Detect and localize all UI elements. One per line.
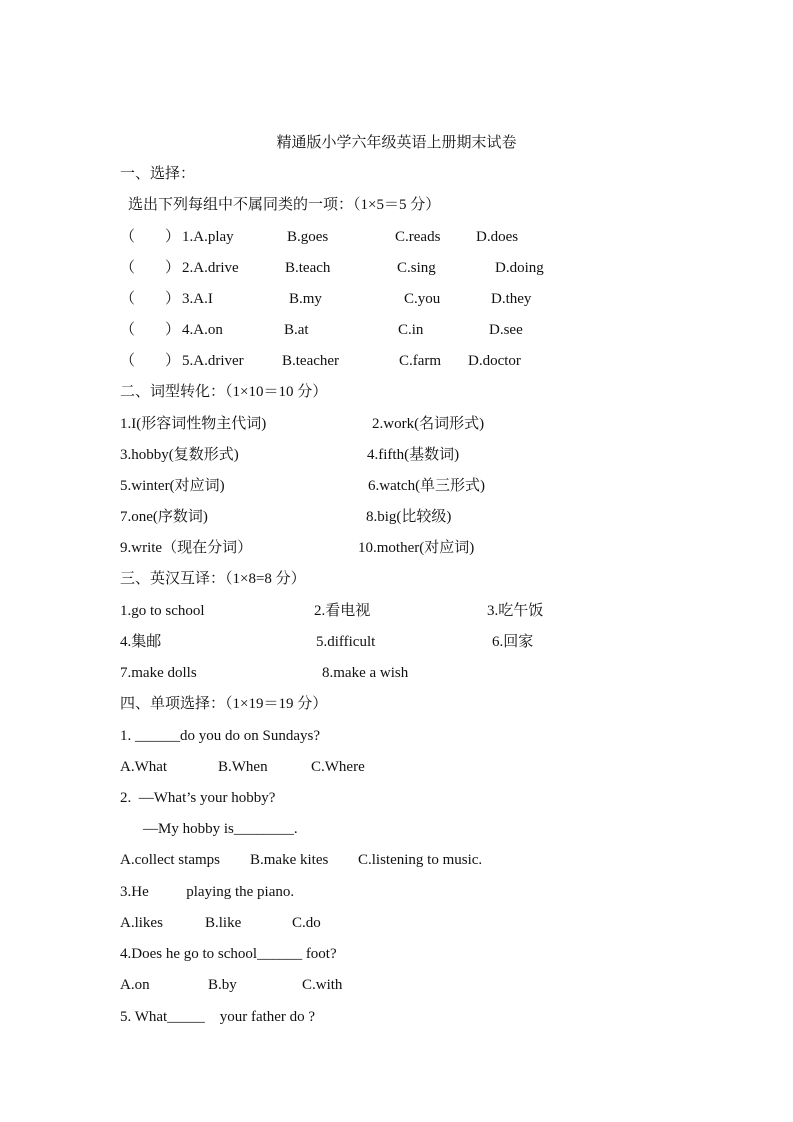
question-option: C.with [302,977,343,993]
option-c: C.you [404,291,441,307]
option-c: C.sing [397,260,436,276]
section1-heading: 一、选择： [120,166,196,182]
question-option: B.When [218,759,268,775]
option-c: C.reads [395,229,441,245]
conversion-item: 5.winter(对应词) [120,478,225,494]
section4-heading: 四、单项选择：（1×19＝19 分） [120,696,328,712]
option-b: B.my [289,291,322,307]
question-option: B.make kites [250,852,329,868]
option-a: 5.A.driver [182,353,244,369]
question-4: 4.Does he go to school______ foot? [120,946,337,962]
question-option: A.on [120,977,150,993]
question-option: A.likes [120,915,163,931]
conversion-item: 10.mother(对应词) [358,540,475,556]
question-2-reply: —My hobby is________. [143,821,298,837]
translation-item: 2.看电视 [314,603,371,619]
translation-item: 7.make dolls [120,665,197,681]
translation-item: 4.集邮 [120,634,162,650]
option-b: B.teach [285,260,331,276]
conversion-item: 2.work(名词形式) [372,416,485,432]
section3-heading: 三、英汉互译：（1×8=8 分） [120,571,306,587]
question-1: 1. ______do you do on Sundays? [120,728,320,744]
option-c: C.farm [399,353,442,369]
question-option: A.collect stamps [120,852,220,868]
option-d: D.they [491,291,532,307]
option-a: 3.A.I [182,291,213,307]
conversion-item: 1.I(形容词性物主代词) [120,416,267,432]
question-option: A.What [120,759,168,775]
translation-item: 8.make a wish [322,665,409,681]
question-2: 2. —What’s your hobby? [120,790,276,806]
question-option: B.like [205,915,242,931]
question-option: C.do [292,915,321,931]
conversion-item: 3.hobby(复数形式) [120,447,239,463]
section2-heading: 二、词型转化：（1×10＝10 分） [120,384,328,400]
option-d: D.doctor [468,353,521,369]
question-option: C.Where [311,759,365,775]
answer-bracket[interactable]: （ ） [120,322,181,338]
translation-item: 5.difficult [316,634,376,650]
answer-bracket[interactable]: （ ） [120,291,181,307]
answer-bracket[interactable]: （ ） [120,353,181,369]
conversion-item: 8.big(比较级) [366,509,452,525]
conversion-item: 7.one(序数词) [120,509,208,525]
page-title: 精通版小学六年级英语上册期末试卷 [276,135,517,151]
option-b: B.at [284,322,309,338]
question-5: 5. What_____ your father do ? [120,1009,316,1025]
translation-item: 6.回家 [492,634,534,650]
translation-item: 1.go to school [120,603,205,619]
option-d: D.doing [495,260,544,276]
question-3: 3.He playing the piano. [120,884,295,900]
answer-bracket[interactable]: （ ） [120,260,181,276]
option-d: D.see [489,322,523,338]
option-a: 4.A.on [182,322,223,338]
section1-instruction: 选出下列每组中不属同类的一项：（1×5＝5 分） [128,197,441,213]
option-a: 2.A.drive [182,260,239,276]
option-a: 1.A.play [182,229,234,245]
conversion-item: 9.write（现在分词） [120,540,253,556]
translation-item: 3.吃午饭 [487,603,544,619]
option-b: B.goes [287,229,329,245]
conversion-item: 6.watch(单三形式) [368,478,486,494]
question-option: C.listening to music. [358,852,483,868]
question-option: B.by [208,977,237,993]
option-d: D.does [476,229,519,245]
option-b: B.teacher [282,353,340,369]
answer-bracket[interactable]: （ ） [120,229,181,245]
conversion-item: 4.fifth(基数词) [367,447,460,463]
option-c: C.in [398,322,424,338]
